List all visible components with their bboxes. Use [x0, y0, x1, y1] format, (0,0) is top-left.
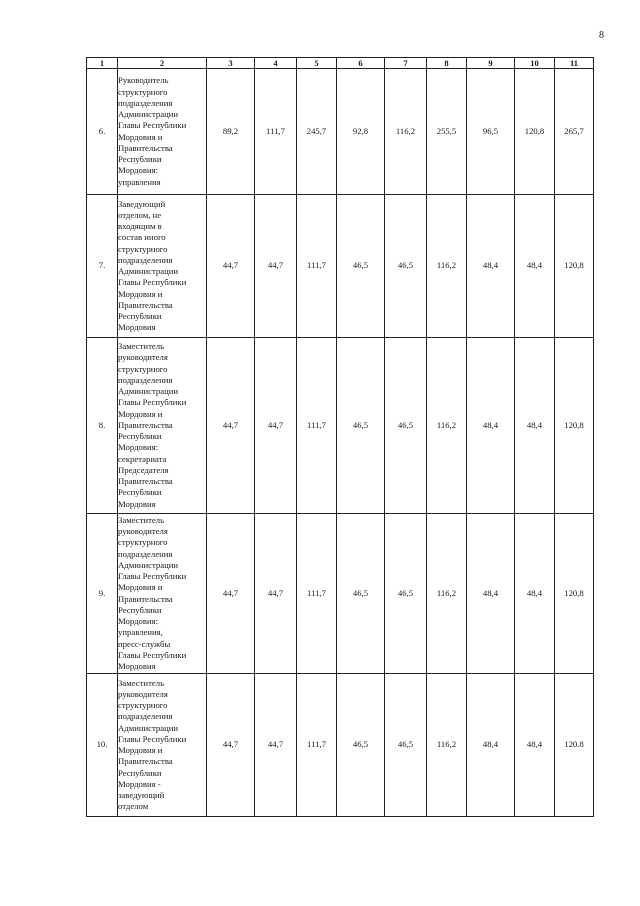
value-cell: 111,7: [297, 195, 337, 338]
row-number: 8.: [87, 338, 118, 514]
value-cell: 92,8: [337, 69, 385, 195]
column-header: 3: [207, 58, 255, 69]
description-line: Республики: [118, 431, 162, 442]
value-cell: 255,5: [427, 69, 467, 195]
description-line: подразделения: [118, 254, 173, 265]
value-cell: 116,2: [427, 338, 467, 514]
value-cell: 116,2: [385, 69, 427, 195]
description-line: Мордовия -: [118, 778, 161, 789]
table-row: [87, 514, 594, 674]
value-cell: 44,7: [255, 338, 297, 514]
description-line: Администрации: [118, 559, 179, 570]
column-header: 5: [297, 58, 337, 69]
description-line: пресс-службы: [118, 638, 171, 649]
value-cell: 46,5: [337, 338, 385, 514]
value-cell: 120,8: [555, 195, 594, 338]
value-cell: 116,2: [427, 514, 467, 674]
table-row: [87, 674, 594, 817]
description-line: состав иного: [118, 232, 166, 243]
description-line: Мордовия:: [118, 616, 159, 626]
description-line: руководителя: [118, 526, 168, 536]
description-line: Мордовия: [118, 661, 156, 671]
value-cell: 111,7: [297, 514, 337, 674]
value-cell: 48,4: [515, 338, 555, 514]
description-line: секретариата: [118, 453, 167, 464]
description-line: Правительства: [118, 419, 173, 430]
description-line: структурного: [118, 363, 168, 374]
value-cell: 46,5: [385, 514, 427, 674]
value-cell: 44,7: [255, 674, 297, 817]
value-cell: 48,4: [515, 195, 555, 338]
value-cell: 44,7: [207, 514, 255, 674]
description-line: Главы Республики: [118, 733, 187, 744]
description-line: управления: [118, 176, 161, 187]
description-line: Председателя: [118, 464, 169, 475]
description-line: подразделения: [118, 374, 173, 385]
description-line: структурного: [118, 86, 168, 97]
description-line: Администрации: [118, 109, 179, 119]
column-header: 10: [515, 58, 555, 69]
position-description: [118, 69, 207, 195]
row-number: 6.: [87, 69, 118, 195]
description-line: Правительства: [118, 756, 173, 767]
value-cell: 111,7: [297, 674, 337, 817]
value-cell: 46,5: [385, 338, 427, 514]
description-line: Мордовия и: [118, 745, 163, 755]
description-line: подразделения: [118, 97, 173, 108]
position-description: [118, 338, 207, 514]
description-line: Мордовия:: [118, 165, 159, 176]
description-line: Главы Республики: [118, 397, 187, 408]
table-row: [87, 69, 594, 195]
value-cell: 48,4: [515, 514, 555, 674]
description-line: Главы Республики: [118, 120, 187, 131]
value-cell: 44,7: [255, 514, 297, 674]
value-cell: 44,7: [207, 338, 255, 514]
value-cell: 46,5: [337, 195, 385, 338]
value-cell: 46,5: [337, 674, 385, 817]
position-description: [118, 514, 207, 674]
description-line: отделом, не: [118, 209, 162, 220]
value-cell: 44,7: [255, 195, 297, 338]
description-line: структурного: [118, 700, 168, 710]
description-line: Правительства: [118, 142, 173, 153]
value-cell: 120,8: [555, 514, 594, 674]
column-header: 6: [337, 58, 385, 69]
description-line: структурного: [118, 243, 168, 254]
description-line: отделом: [118, 801, 149, 812]
description-line: Республики: [118, 487, 162, 498]
value-cell: 48,4: [515, 674, 555, 817]
position-description: [118, 674, 207, 817]
description-line: Заведующий: [118, 198, 166, 209]
description-line: Мордовия: [118, 322, 156, 333]
description-line: Мордовия и: [118, 131, 163, 142]
salary-table: [86, 57, 594, 817]
description-line: Правительства: [118, 593, 173, 604]
column-header: 2: [118, 58, 207, 69]
description-line: Мордовия: [118, 498, 156, 509]
description-line: Главы Республики: [118, 649, 187, 660]
description-line: Республики: [118, 311, 162, 321]
description-line: Мордовия и: [118, 582, 163, 593]
description-line: Мордовия и: [118, 288, 163, 299]
value-cell: 116,2: [427, 195, 467, 338]
description-line: Руководитель: [118, 75, 169, 86]
value-cell: 120,8: [555, 338, 594, 514]
value-cell: 96,5: [467, 69, 515, 195]
position-description: [118, 195, 207, 338]
description-line: Республики: [118, 604, 162, 615]
description-line: Правительства: [118, 476, 173, 487]
column-header: 9: [467, 58, 515, 69]
description-line: Мордовия:: [118, 442, 159, 453]
description-line: Республики: [118, 154, 162, 164]
value-cell: 46,5: [385, 195, 427, 338]
header-row: [87, 58, 594, 69]
value-cell: 116,2: [427, 674, 467, 817]
description-line: Заместитель: [118, 341, 165, 352]
description-line: подразделения: [118, 711, 173, 722]
value-cell: 48,4: [467, 674, 515, 817]
description-line: Заместитель: [118, 514, 165, 525]
description-line: структурного: [118, 537, 168, 548]
value-cell: 48,4: [467, 195, 515, 338]
value-cell: 120.8: [555, 674, 594, 817]
description-line: управления,: [118, 627, 163, 638]
description-line: руководителя: [118, 688, 168, 699]
row-number: 10.: [87, 674, 118, 817]
description-line: входящим в: [118, 221, 162, 231]
value-cell: 44,7: [207, 674, 255, 817]
column-header: 11: [555, 58, 594, 69]
description-line: Администрации: [118, 266, 179, 276]
description-line: Главы Республики: [118, 571, 187, 581]
value-cell: 48,4: [467, 338, 515, 514]
table-row: [87, 338, 594, 514]
description-line: Мордовия и: [118, 408, 163, 419]
value-cell: 265,7: [555, 69, 594, 195]
description-line: руководителя: [118, 352, 168, 363]
value-cell: 111,7: [297, 338, 337, 514]
table-row: [87, 195, 594, 338]
description-line: подразделения: [118, 548, 173, 559]
value-cell: 46,5: [337, 514, 385, 674]
value-cell: 48,4: [467, 514, 515, 674]
column-header: 1: [87, 58, 118, 69]
description-line: Правительства: [118, 299, 173, 310]
value-cell: 120,8: [515, 69, 555, 195]
description-line: Администрации: [118, 722, 179, 733]
column-header: 4: [255, 58, 297, 69]
description-line: Заместитель: [118, 677, 165, 688]
description-line: Администрации: [118, 386, 179, 397]
description-line: Главы Республики: [118, 277, 187, 288]
description-line: заведующий: [118, 790, 165, 800]
row-number: 7.: [87, 195, 118, 338]
column-header: 8: [427, 58, 467, 69]
row-number: 9.: [87, 514, 118, 674]
page-number: 8: [599, 30, 604, 41]
description-line: Республики: [118, 767, 162, 778]
value-cell: 245,7: [297, 69, 337, 195]
value-cell: 44,7: [207, 195, 255, 338]
value-cell: 111,7: [255, 69, 297, 195]
column-header: 7: [385, 58, 427, 69]
value-cell: 89,2: [207, 69, 255, 195]
value-cell: 46,5: [385, 674, 427, 817]
